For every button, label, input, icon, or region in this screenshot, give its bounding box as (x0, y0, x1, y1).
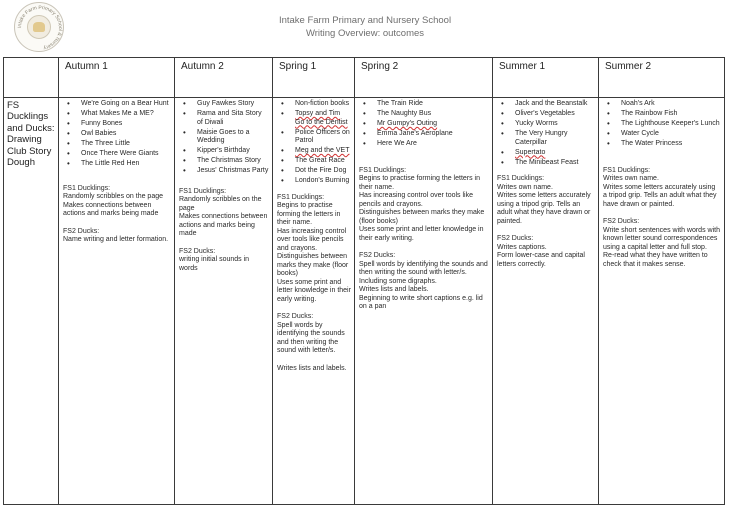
list-item: • The Minibeast Feast (509, 159, 595, 168)
outcome-line: Makes connections between actions and marks being made (63, 201, 159, 217)
list-item: • Here We Are (371, 140, 489, 149)
list-item: • The Christmas Story (191, 157, 269, 166)
cell-spring-1 (273, 98, 355, 505)
outcome-line: Writes captions. (497, 243, 547, 251)
list-item: • Yucky Worms (509, 120, 595, 129)
list-item: • Guy Fawkes Story (191, 100, 269, 109)
list-item: • We're Going on a Bear Hunt (75, 100, 171, 109)
svg-text:Intake Farm Primary School & N: Intake Farm Primary School & Nursery (16, 4, 64, 51)
outcome-line: Has increasing control over tools like pencils and crayons. (277, 227, 347, 252)
outcome-line: Distinguishes between marks they make (floor books) (359, 209, 485, 225)
list-item-text: Mr Gumpy's Outing (377, 120, 438, 127)
outcome-line: Makes connections between actions and marks being made (179, 213, 268, 237)
story-list (603, 100, 721, 149)
fs2-heading: FS2 Ducks: (63, 227, 100, 235)
fs2-heading: FS2 Ducks: (179, 247, 216, 255)
list-item: • Kipper's Birthday (191, 147, 269, 156)
outcome-line: Distinguishes between marks they make (floor books) (277, 253, 349, 277)
outcome-line: Write short sentences with words with known letter sound correspondences using a capital letter and full stop. (603, 226, 720, 251)
cell-summer-1 (493, 98, 599, 505)
list-item: • Funny Bones (75, 120, 171, 129)
cell-summer-2 (599, 98, 725, 505)
list-item: • Noah's Ark (615, 100, 721, 109)
cell-spring-2 (355, 98, 493, 505)
row-label-text: FS Ducklings and Ducks: Drawing Club Story Dough (7, 100, 55, 169)
fs1-heading: FS1 Ducklings: (63, 184, 111, 192)
list-item: • Maisie Goes to a Wedding (191, 129, 269, 146)
outcome-line: Writes own name. (603, 175, 659, 182)
list-item (371, 120, 489, 129)
outcome-line: Has increasing control over tools like pencils and crayons. (359, 192, 473, 208)
list-item: • Jesus' Christmas Party (191, 167, 269, 176)
list-item: • What Makes Me a ME? (75, 110, 171, 119)
column-header-spring-2: Spring 2 (355, 58, 493, 98)
list-item: • Oliver's Vegetables (509, 110, 595, 119)
outcome-line: Randomly scribbles on the page (63, 193, 164, 200)
list-item: • The Great Race (289, 157, 351, 166)
column-header-summer-1: Summer 1 (493, 58, 599, 98)
list-item (509, 149, 595, 158)
list-item: • The Three Little (75, 140, 171, 149)
column-header-corner (4, 58, 59, 98)
fs2-heading: FS2 Ducks: (359, 252, 396, 259)
column-header-autumn-1: Autumn 1 (59, 58, 175, 98)
column-header-spring-1: Spring 1 (273, 58, 355, 98)
document-subtitle: Writing Overview: outcomes (305, 28, 425, 39)
column-header-summer-2: Summer 2 (599, 58, 725, 98)
list-item: • London's Burning (289, 177, 351, 186)
list-item: • The Rainbow Fish (615, 110, 721, 119)
list-item: • The Train Ride (371, 100, 489, 109)
list-item: • Water Cycle (615, 130, 721, 139)
list-item: • Rama and Sita Story of Diwali (191, 110, 269, 127)
outcome-line: Randomly scribbles on the page (179, 196, 262, 212)
outcome-line: Writes some letters accurately using a tripod grip. Tells an adult what they have drawn or painted. (497, 192, 591, 225)
outcome-line: Uses some print and letter knowledge in their early writing. (277, 278, 351, 303)
list-item-text: Meg and the VET (295, 147, 350, 154)
fs2-heading: FS2 Ducks: (277, 313, 314, 320)
outcome-line: Writes lists and labels. (277, 364, 347, 372)
fs2-heading: FS2 Ducks: (603, 218, 640, 225)
list-item: • The Little Red Hen (75, 160, 171, 169)
outcome-line: Writes own name. (497, 183, 553, 191)
cell-autumn-2 (175, 98, 273, 505)
story-list (179, 100, 269, 176)
cell-autumn-1 (59, 98, 175, 505)
fs1-heading: FS1 Ducklings: (603, 166, 651, 174)
table-row (4, 98, 725, 505)
story-list (277, 100, 351, 186)
list-item (289, 110, 351, 127)
fs2-heading: FS2 Ducks: (497, 235, 534, 242)
header-row (4, 58, 725, 98)
list-item: • The Lighthouse Keeper's Lunch (615, 120, 721, 129)
school-name: Intake Farm Primary and Nursery School (278, 15, 452, 26)
list-item: • Owl Babies (75, 130, 171, 139)
outcome-line: Spell words by identifying the sounds and then writing the sound with letter/s. (277, 321, 345, 354)
fs1-heading: FS1 Ducklings: (359, 166, 407, 174)
fs1-heading: FS1 Ducklings: (497, 175, 545, 182)
outcome-line: Writes lists and labels. (359, 286, 429, 293)
list-item-text: Topsy and Tim Go to the Dentist (295, 110, 348, 126)
outcome-line: Begins to practise forming the letters in their name. (359, 175, 481, 191)
story-list (359, 100, 489, 149)
list-item: • Police Officers on Patrol (289, 129, 351, 146)
page-header (0, 14, 730, 40)
list-item: • Non-fiction books (289, 100, 351, 109)
list-item: • The Very Hungry Caterpillar (509, 130, 595, 147)
list-item: • Emma Jane's Aeroplane (371, 130, 489, 139)
list-item (289, 147, 351, 156)
outcome-line: Spell words by identifying the sounds and then writing the sound with letter/s. Including some digraphs. (359, 260, 488, 285)
writing-overview-table (3, 57, 725, 505)
fs1-heading: FS1 Ducklings: (277, 193, 325, 201)
list-item: • The Water Princess (615, 140, 721, 149)
outcome-line: Form lower-case and capital letters correctly. (497, 252, 585, 268)
story-list (497, 100, 595, 167)
outcome-line: Name writing and letter formation. (63, 236, 169, 243)
outcome-line: Beginning to write short captions e.g. lid on a pan (359, 294, 483, 310)
outcome-line: Uses some print and letter knowledge in their early writing. (359, 226, 484, 242)
row-label (4, 98, 59, 505)
list-item: • Dot the Fire Dog (289, 167, 351, 176)
outcome-line: writing initial sounds in words (179, 256, 250, 272)
story-list (63, 100, 171, 169)
list-item: • Once There Were Giants (75, 150, 171, 159)
outcome-line: Re-read what they have written to check that it makes sense. (603, 252, 708, 268)
list-item: • Jack and the Beanstalk (509, 100, 595, 109)
fs1-heading: FS1 Ducklings: (179, 187, 227, 195)
list-item: • The Naughty Bus (371, 110, 489, 119)
column-header-autumn-2: Autumn 2 (175, 58, 273, 98)
outcome-line: Begins to practise forming the letters in their name. (277, 202, 341, 226)
list-item-text: Supertato (515, 148, 546, 156)
outcome-line: Writes some letters accurately using a tripod grip. Tells an adult what they have drawn or painted. (603, 183, 717, 208)
